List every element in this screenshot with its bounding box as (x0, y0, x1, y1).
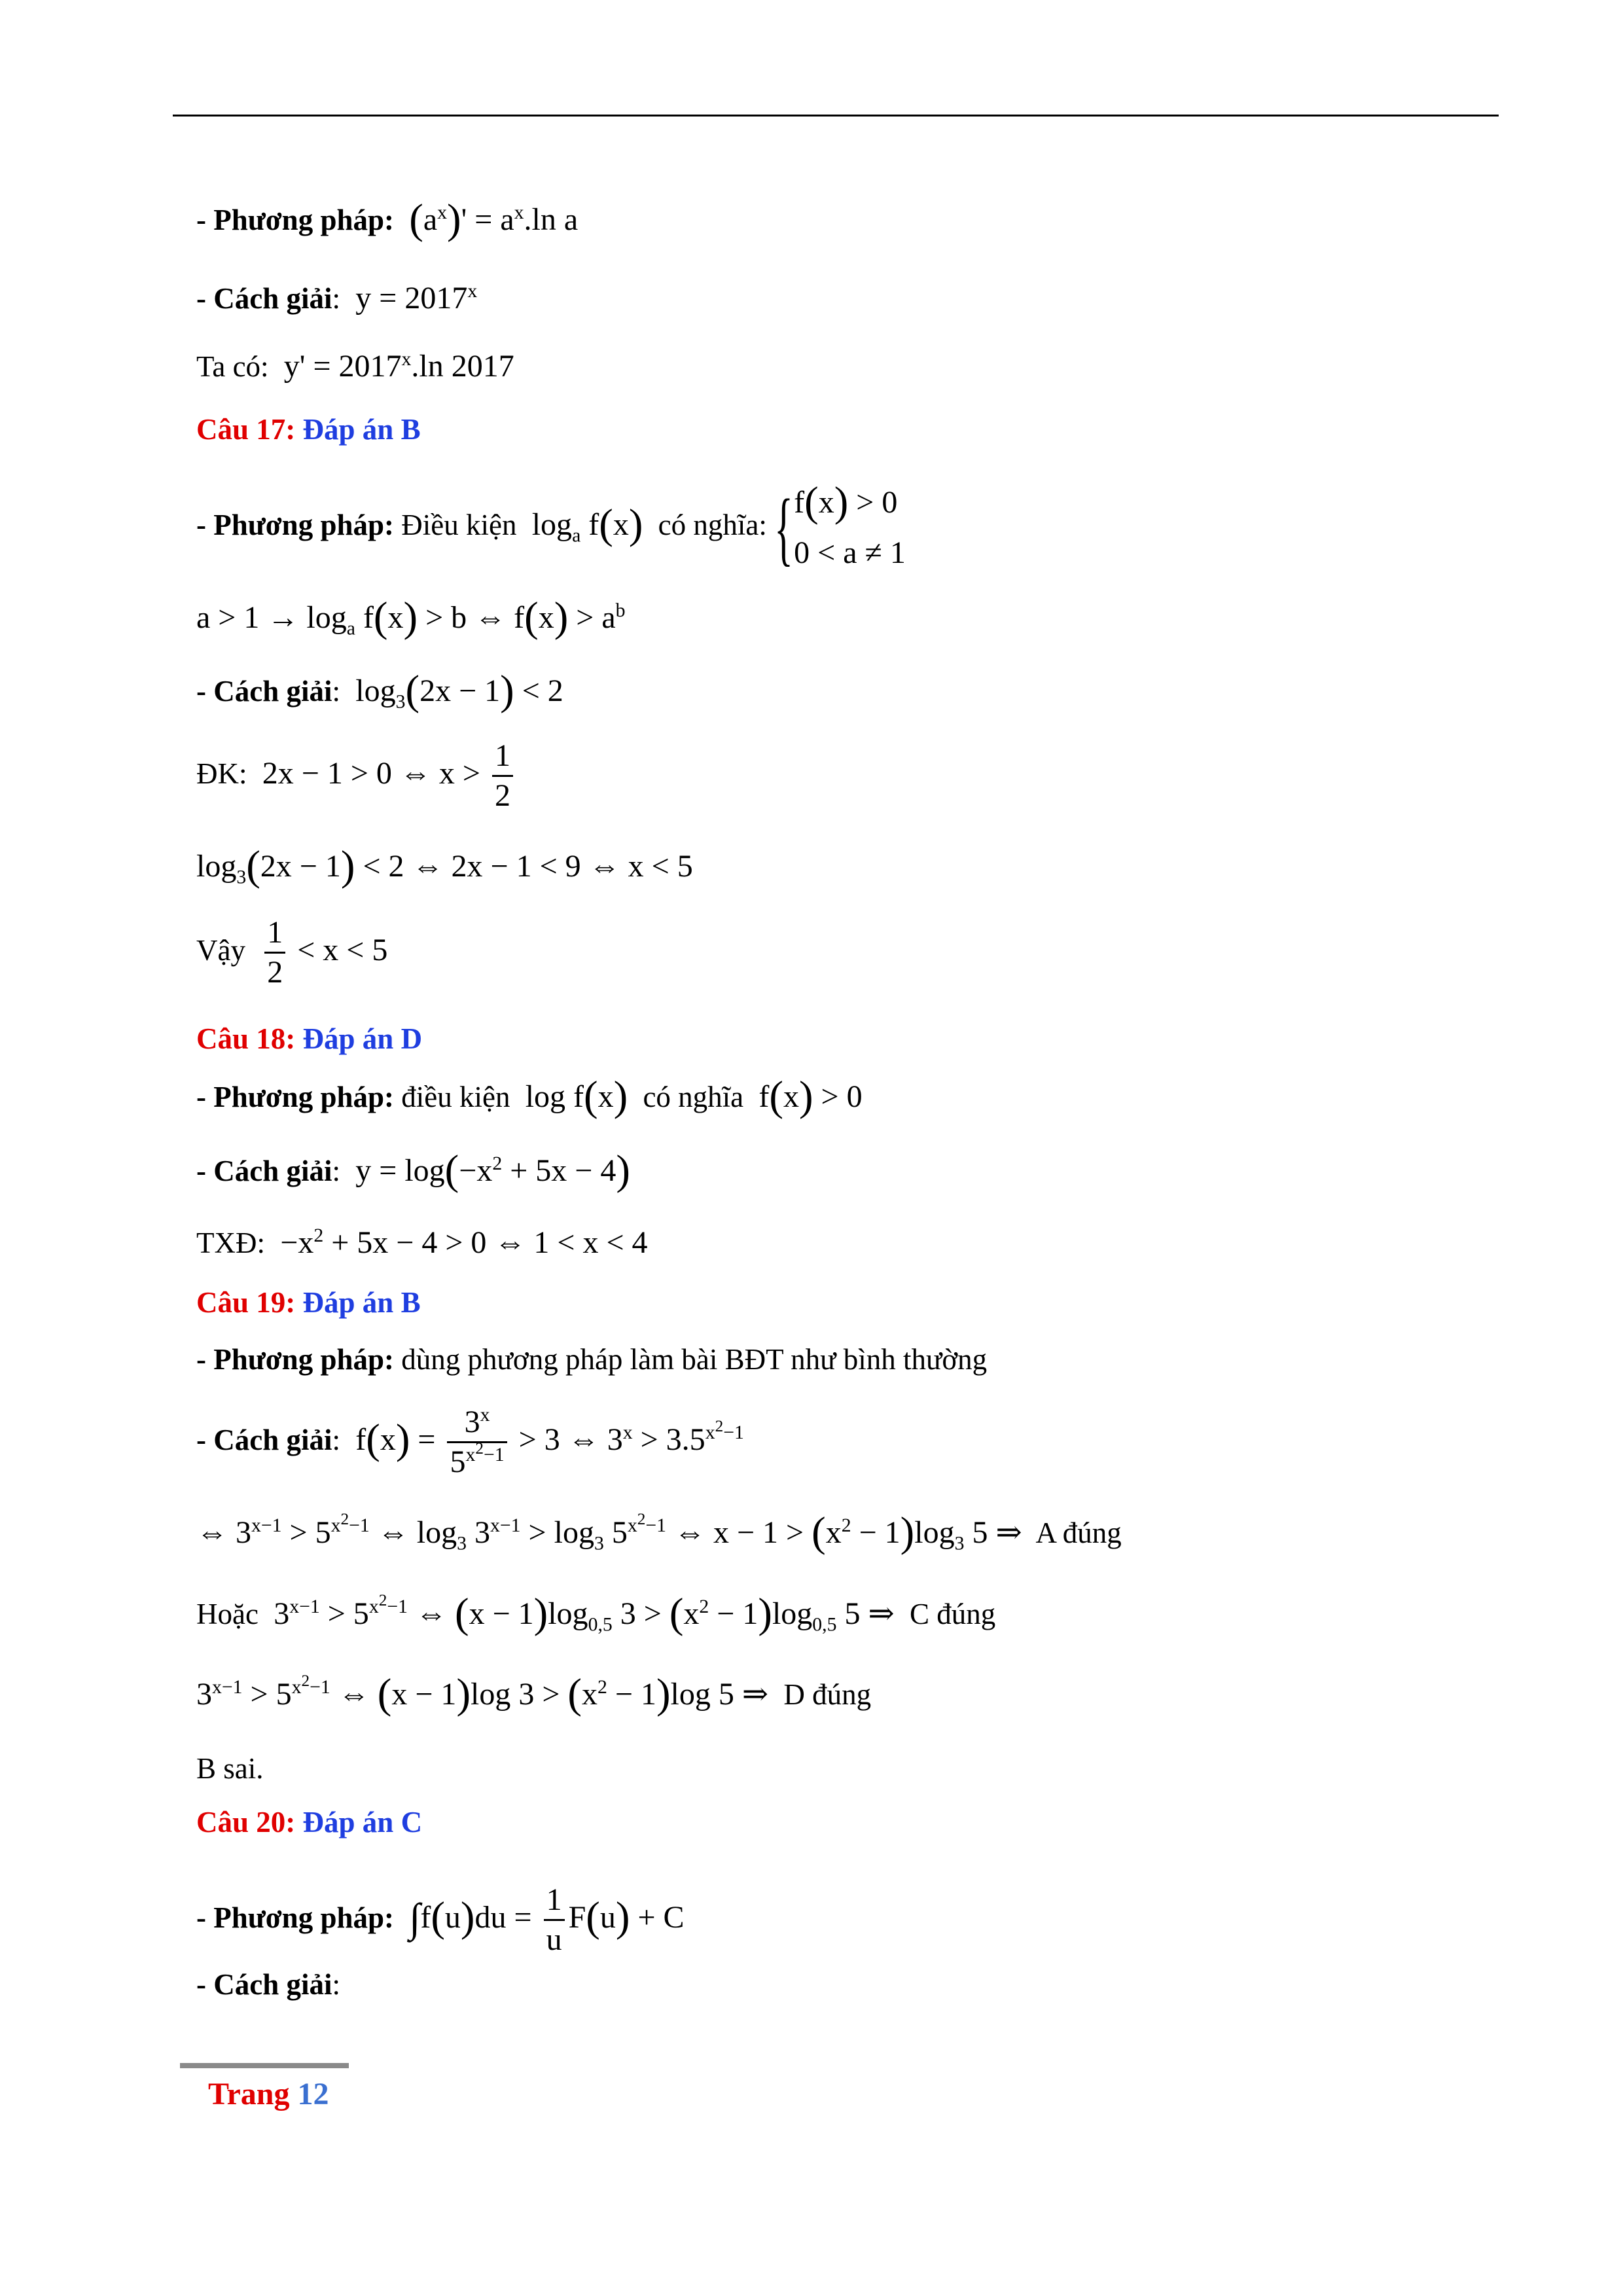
method-label: - Phương pháp: (196, 1901, 395, 1934)
q18-solution-formula: $y = \log(-x^2 + 5x - 4)$ (348, 1147, 630, 1194)
q19-option-d-formula: $3^{x-1} > 5^{x^2-1}$ ⇔ (x − 1)log $3 > (x^2 - 1)\log$ 5 ⇒ (196, 1670, 777, 1718)
q17-answer: Đáp án B (302, 413, 421, 446)
q16-derivative-line (196, 348, 514, 384)
q18-method-text1: điều kiện (401, 1081, 510, 1113)
q19-option-c-line (196, 1590, 996, 1638)
q17-domain-formula: 2x − 1 > 0 ⇔ x > $\frac{1}{2}$ (255, 756, 517, 791)
q18-solution-line: - Cách giải: $y = \log(-x^2 + 5x - 4)$ (196, 1147, 630, 1194)
q20-heading (196, 1808, 422, 1837)
q18-domain-line (196, 1227, 648, 1259)
q19-option-a-formula: ⇔ $3^{x-1} > 5^{x^2-1}$ ⇔ $\log_3 3^{x-1} > \log_3 5^{x^2-1}$ ⇔ $x - 1 > (x^2 - 1)\log_3$ 5 ⇒ (196, 1509, 1030, 1556)
q17-heading (196, 415, 421, 444)
header-rule (173, 115, 1499, 117)
q16-method-line (196, 196, 579, 243)
q17-method-text2: có nghĩa: (658, 509, 767, 542)
q17-conclusion-formula: $\frac{1}{2}$ < x < 5 (253, 933, 387, 967)
footer-bar (180, 2063, 349, 2068)
q18-method-condition: f(x) > 0 (751, 1073, 863, 1121)
q18-title: Câu 18: (196, 1022, 296, 1055)
solution-label: - Cách giải (196, 282, 332, 315)
b-sai-text: B sai. (196, 1752, 264, 1785)
q18-heading (196, 1024, 422, 1054)
q17-method-log: $\log_a f(x)$ (524, 501, 643, 548)
q19-title: Câu 19: (196, 1286, 296, 1319)
solution-label: - Cách giải (196, 675, 332, 708)
q19-option-a-verdict: A đúng (1035, 1516, 1122, 1549)
q19-b-wrong (196, 1754, 264, 1784)
q19-option-c-verdict: C đúng (909, 1598, 996, 1630)
page-footer (208, 2076, 329, 2112)
solution-label: - Cách giải (196, 1423, 332, 1456)
q17-method-text1: Điều kiện (401, 509, 517, 542)
page-label: Trang (208, 2077, 290, 2111)
q17-step-line: $\log_3(2x - 1) < 2$ ⇔ 2x − 1 < 9 ⇔ x < 5 (196, 842, 693, 890)
q17-solution-formula: $\log_3(2x - 1) < 2$ (348, 667, 563, 715)
q19-option-d-verdict: D đúng (783, 1678, 872, 1711)
method-label: - Phương pháp: (196, 1081, 395, 1113)
q17-conclusion-line (196, 916, 387, 990)
q20-method-line (196, 1884, 685, 1957)
vay-text: Vậy (196, 933, 245, 967)
dk-label: ĐK: (196, 757, 247, 790)
method-label: - Phương pháp: (196, 204, 395, 236)
q19-answer: Đáp án B (302, 1286, 421, 1319)
txd-label: TXĐ: (196, 1227, 265, 1259)
ta-co-text: Ta có: (196, 350, 269, 383)
method-label: - Phương pháp: (196, 1343, 395, 1376)
q20-title: Câu 20: (196, 1806, 296, 1839)
q19-solution-line: - Cách giải: f(x) = $\frac{3^x}{5^{x^2-1}}$ > 3 ⇔ $3^x > 3.5^{x^2-1}$ (196, 1404, 744, 1480)
q17-domain-line (196, 740, 517, 813)
q18-answer: Đáp án D (302, 1022, 423, 1055)
q16-solution-formula: $y = 2017^x$ (348, 280, 478, 315)
q19-option-a-line (196, 1509, 1122, 1556)
q20-answer: Đáp án C (302, 1806, 423, 1839)
q19-solution-formula: f(x) = $\frac{3^x}{5^{x^2-1}}$ > 3 ⇔ $3^x > 3.5^{x^2-1}$ (348, 1404, 744, 1480)
q19-method-text: dùng phương pháp làm bài BĐT như bình thường (401, 1343, 988, 1376)
page-number: 12 (297, 2077, 329, 2111)
q17-rule-line: $a > 1 \to \log_a f(x) > b$ ⇔ $f(x) > a^b$ (196, 594, 626, 641)
q17-method-line (196, 478, 906, 579)
q19-option-d-line (196, 1670, 872, 1718)
q18-method-text2: có nghĩa (643, 1081, 744, 1113)
hoac-text: Hoặc (196, 1598, 259, 1630)
q17-condition-system: { f(x) > 0 0 < a ≠ 1 (774, 478, 906, 579)
q18-method-log: log f(x) (517, 1073, 628, 1121)
q20-method-formula: ∫f(u)du = $\frac{1}{u}$ F(u) + C (409, 1882, 685, 1958)
q19-heading (196, 1288, 421, 1318)
method-label: - Phương pháp: (196, 509, 395, 542)
q18-method-line (196, 1073, 863, 1121)
q16-derivative-formula: $y' = 2017^x.\ln$ 2017 (276, 348, 514, 384)
solution-label: - Cách giải (196, 1155, 332, 1187)
q16-solution-line: - Cách giải: $y = 2017^x$ (196, 280, 478, 315)
q16-method-formula: $(a^x)' = a^x.\ln$ a (409, 196, 579, 243)
q17-title: Câu 17: (196, 413, 296, 446)
q20-solution-line: - Cách giải: (196, 1968, 341, 2001)
q19-method-line (196, 1345, 987, 1374)
q18-domain-formula: $-x^2 + 5x - 4 > 0$ ⇔ 1 < x < 4 (272, 1225, 648, 1260)
q17-solution-line: - Cách giải: $\log_3(2x - 1) < 2$ (196, 667, 563, 715)
solution-label: - Cách giải (196, 1968, 332, 2001)
q19-option-c-formula: $3^{x-1} > 5^{x^2-1}$ ⇔ $(x - 1)\log_{0,5}$ $3 > (x^2 - 1)\log_{0,5}$ 5 ⇒ (266, 1590, 902, 1638)
